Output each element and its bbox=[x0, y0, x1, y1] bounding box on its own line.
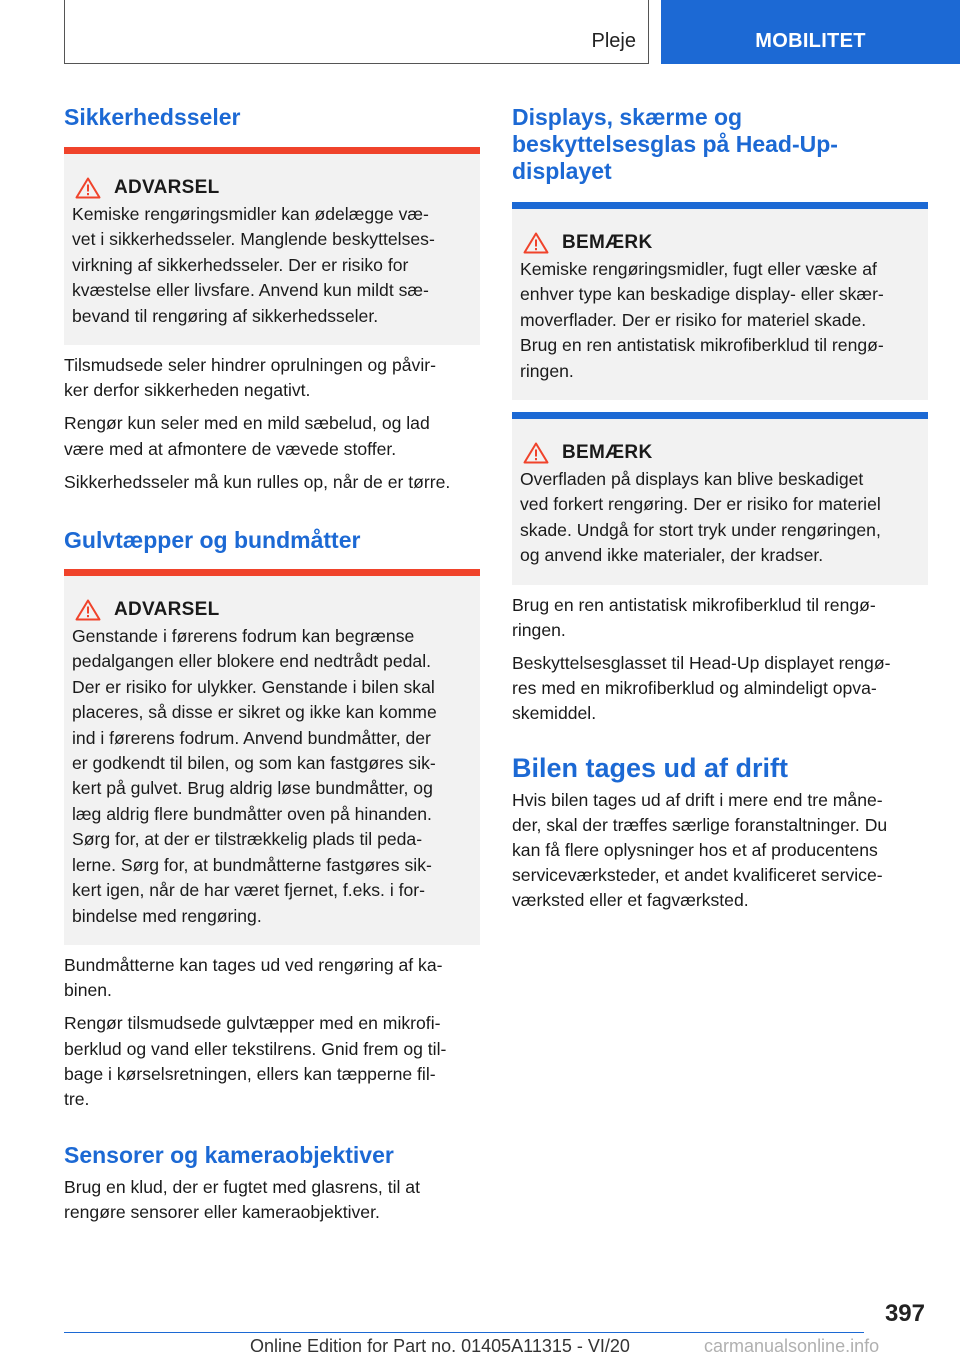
seatbelts-warning-box bbox=[64, 147, 480, 345]
mats-paragraph-1: Bundmåtterne kan tages ud ved rengøring af ka- binen. bbox=[64, 954, 443, 1001]
seatbelts-paragraph-1: Tilsmudsede seler hindrer oprulningen og påvir- ker derfor sikkerheden negativt. bbox=[64, 355, 436, 401]
warning-triangle-icon bbox=[523, 232, 549, 254]
decommission-paragraph-1: Hvis bilen tages ud af drift i mere end tre måne- der, skal der træffes særlige foranstaltninger. Du kan få flere oplysninger hos et af producentens serviceværksteder, et andet kvalificeret service- værksted eller et fagværksted. bbox=[512, 789, 888, 911]
header-section-tab bbox=[64, 0, 649, 64]
displays-note-box-2 bbox=[512, 412, 928, 585]
seatbelts-warning-title bbox=[72, 176, 472, 200]
right-column bbox=[512, 100, 928, 914]
mats-warning-box bbox=[64, 569, 480, 945]
header-section-title: Pleje bbox=[591, 30, 636, 52]
displays-heading: Displays, skærme og beskyttelsesglas på Head-Up- displayet bbox=[512, 104, 838, 184]
displays-note-box-1 bbox=[512, 202, 928, 400]
warning-triangle-icon bbox=[523, 442, 549, 464]
displays-note-2-text: Overfladen på displays kan blive beskadiget ved forkert rengøring. Der er risiko for materiel skade. Undgå for stort tryk under rengøringen, og anvend ikke materialer, der kradser. bbox=[520, 469, 881, 566]
displays-paragraph-2: Beskyttelsesglasset til Head-Up displayet rengø- res med en mikrofiberklud og almindeligt opva- skemiddel. bbox=[512, 653, 891, 724]
displays-note-1-label: BEMÆRK bbox=[562, 232, 653, 253]
warning-triangle-icon bbox=[75, 599, 101, 621]
seatbelts-heading: Sikkerhedsseler bbox=[64, 104, 241, 130]
header-chapter-tab bbox=[661, 0, 960, 64]
header-chapter-title: MOBILITET bbox=[755, 30, 866, 52]
mats-warning-title bbox=[72, 598, 472, 622]
mats-heading: Gulvtæpper og bundmåtter bbox=[64, 527, 361, 554]
mats-warning-text: Genstande i førerens fodrum kan begrænse pedalgangen eller blokere end nedtrådt pedal. Der er risiko for ulykker. Genstande i bilen skal placeres, så disse er sikret og ikke kan komme ind i førerens fodrum. Anvend bundmåtter, der er godkendt til bilen, og som kan fastgøres sik- kert på gulvet. Brug aldrig løse bundmåtter, og læg aldrig flere bundmåtter oven på hinanden. Sørg for, at der er tilstrækkelig plads til peda- lerne. Sørg for, at bundmåtterne fastgøres sik- kert igen, når de har været fjernet, f.eks. i for- bindelse med rengøring. bbox=[72, 626, 437, 926]
displays-paragraph-1: Brug en ren antistatisk mikrofiberklud til rengø- ringen. bbox=[512, 594, 876, 640]
left-column bbox=[64, 100, 480, 1226]
displays-note-1-text: Kemiske rengøringsmidler, fugt eller væske af enhver type kan beskadige display- eller skær- moverflader. Der er risiko for materiel skade. Brug en ren antistatisk mikrofiberklud til rengø- ringen. bbox=[520, 259, 884, 381]
mats-warning-label: ADVARSEL bbox=[114, 599, 220, 621]
watermark-logo: carmanualsonline.info bbox=[704, 1336, 880, 1356]
displays-note-2-label: BEMÆRK bbox=[562, 442, 653, 464]
warning-triangle-icon bbox=[75, 177, 101, 199]
footer-divider bbox=[64, 1332, 864, 1333]
seatbelts-warning-text: Kemiske rengøringsmidler kan ødelægge væ- vet i sikkerhedsseler. Manglende beskyttelses- virkning af sikkerhedsseler. Der er risiko for kvæstelse eller livsfare. Anvend kun mildt sæ- bevand til rengøring af sikkerhedsseler. bbox=[72, 204, 435, 326]
decommission-heading: Bilen tages ud af drift bbox=[512, 752, 789, 783]
seatbelts-warning-label: ADVARSEL bbox=[114, 177, 220, 198]
sensors-heading: Sensorer og kameraobjektiver bbox=[64, 1142, 394, 1169]
edition-text: Online Edition for Part no. 01405A11315 - VI/20 bbox=[250, 1336, 630, 1356]
page-number: 397 bbox=[884, 1300, 925, 1327]
displays-note-2-title bbox=[520, 441, 920, 465]
mats-paragraph-2: Rengør tilsmudsede gulvtæpper med en mikrofi- berklud og vand eller tekstilrens. Gnid frem og til- bage i kørselsretningen, ellers kan tæpperne fil- tre. bbox=[64, 1013, 447, 1109]
sensors-paragraph-1: Brug en klud, der er fugtet med glasrens, til at rengøre sensorer eller kameraobjektiver. bbox=[64, 1177, 420, 1223]
displays-note-1-title bbox=[520, 231, 920, 255]
seatbelts-paragraph-2: Rengør kun seler med en mild sæbelud, og lad være med at afmontere de vævede stoffer. bbox=[64, 413, 430, 459]
seatbelts-paragraph-3: Sikkerhedsseler må kun rulles op, når de er tørre. bbox=[64, 471, 451, 492]
